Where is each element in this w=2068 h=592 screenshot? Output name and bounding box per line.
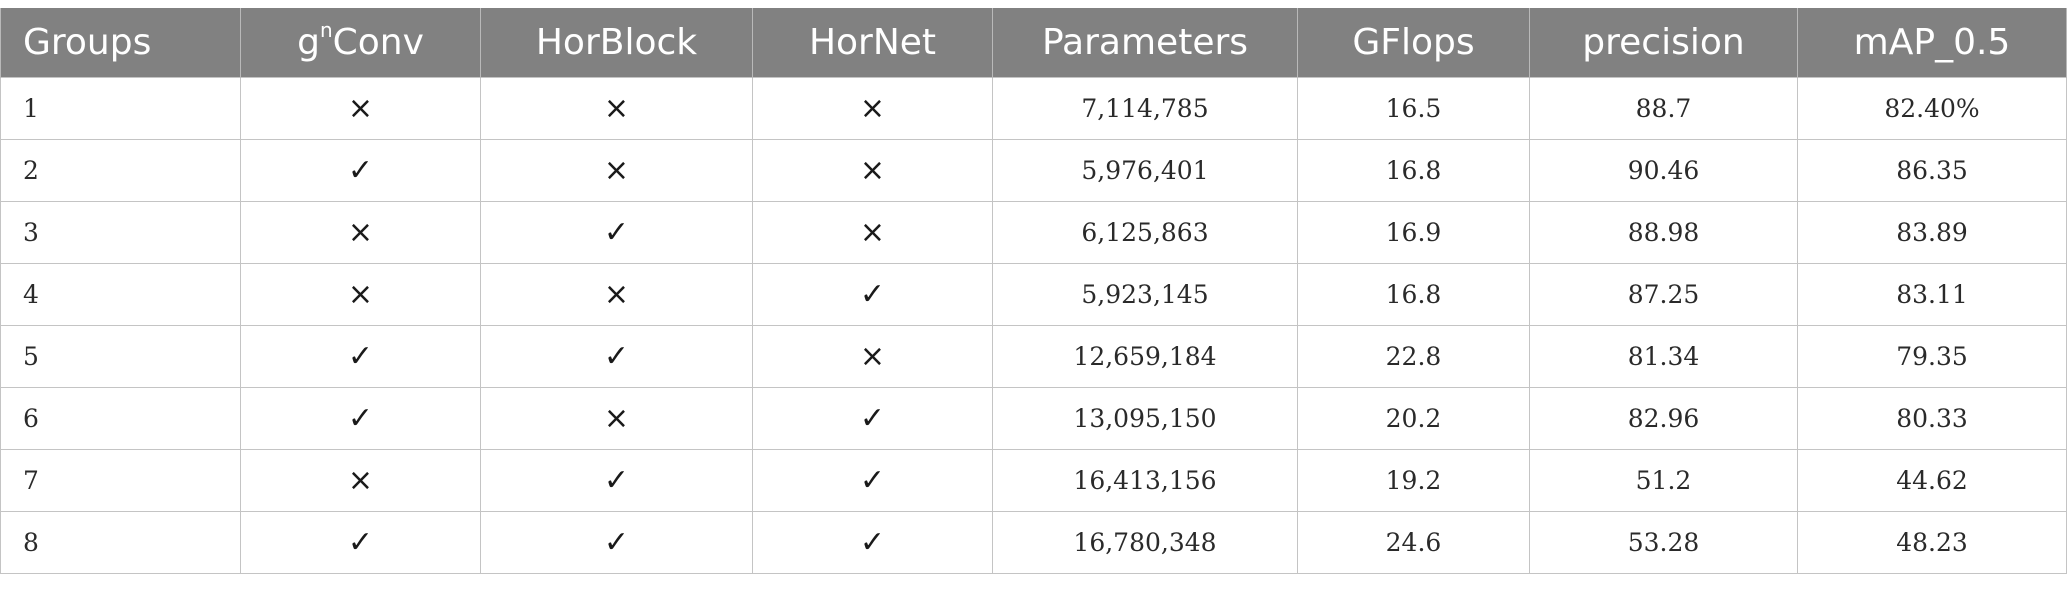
cell-gflops: 24.6	[1298, 512, 1530, 574]
table-row	[1, 78, 2067, 140]
table-row	[1, 202, 2067, 264]
cell-hornet: ×	[753, 140, 993, 202]
cell-gflops: 16.8	[1298, 264, 1530, 326]
table-row	[1, 264, 2067, 326]
cell-horblock: ✓	[481, 450, 753, 512]
cell-group: 8	[1, 512, 241, 574]
cell-gnconv: ×	[241, 202, 481, 264]
cell-precision: 87.25	[1530, 264, 1798, 326]
table-row	[1, 388, 2067, 450]
cell-hornet: ✓	[753, 512, 993, 574]
header-gnconv-n: n	[319, 18, 333, 42]
cell-hornet: ×	[753, 202, 993, 264]
cell-horblock: ×	[481, 388, 753, 450]
header-gnconv	[241, 8, 481, 78]
cell-horblock: ✓	[481, 202, 753, 264]
cell-precision: 88.98	[1530, 202, 1798, 264]
cell-parameters: 12,659,184	[993, 326, 1298, 388]
cell-parameters: 13,095,150	[993, 388, 1298, 450]
cell-gnconv: ✓	[241, 512, 481, 574]
cell-gnconv: ✓	[241, 326, 481, 388]
header-horblock: HorBlock	[481, 8, 753, 78]
cell-parameters: 5,976,401	[993, 140, 1298, 202]
header-gflops: GFlops	[1298, 8, 1530, 78]
cell-group: 6	[1, 388, 241, 450]
cell-hornet: ✓	[753, 264, 993, 326]
cell-gflops: 16.9	[1298, 202, 1530, 264]
cell-hornet: ✓	[753, 388, 993, 450]
cell-precision: 51.2	[1530, 450, 1798, 512]
header-gnconv-conv: Conv	[332, 22, 424, 63]
cell-horblock: ×	[481, 78, 753, 140]
cell-parameters: 16,780,348	[993, 512, 1298, 574]
cell-precision: 82.96	[1530, 388, 1798, 450]
cell-map: 83.11	[1798, 264, 2067, 326]
cell-gnconv: ×	[241, 450, 481, 512]
cell-map: 83.89	[1798, 202, 2067, 264]
cell-gflops: 16.5	[1298, 78, 1530, 140]
cell-group: 5	[1, 326, 241, 388]
cell-hornet: ✓	[753, 450, 993, 512]
table-row	[1, 140, 2067, 202]
cell-group: 7	[1, 450, 241, 512]
table-row	[1, 450, 2067, 512]
cell-gnconv: ×	[241, 78, 481, 140]
header-parameters: Parameters	[993, 8, 1298, 78]
table-header	[1, 8, 2067, 78]
cell-precision: 53.28	[1530, 512, 1798, 574]
table-row	[1, 326, 2067, 388]
cell-gnconv: ✓	[241, 388, 481, 450]
cell-group: 1	[1, 78, 241, 140]
cell-map: 82.40%	[1798, 78, 2067, 140]
cell-map: 80.33	[1798, 388, 2067, 450]
cell-group: 3	[1, 202, 241, 264]
cell-horblock: ×	[481, 140, 753, 202]
header-map: mAP_0.5	[1798, 8, 2067, 78]
cell-gnconv: ×	[241, 264, 481, 326]
cell-horblock: ✓	[481, 512, 753, 574]
cell-parameters: 5,923,145	[993, 264, 1298, 326]
cell-gflops: 22.8	[1298, 326, 1530, 388]
header-row	[1, 8, 2067, 78]
cell-parameters: 16,413,156	[993, 450, 1298, 512]
cell-precision: 88.7	[1530, 78, 1798, 140]
ablation-table	[0, 8, 2067, 574]
cell-parameters: 7,114,785	[993, 78, 1298, 140]
cell-hornet: ×	[753, 326, 993, 388]
cell-parameters: 6,125,863	[993, 202, 1298, 264]
header-hornet: HorNet	[753, 8, 993, 78]
cell-gflops: 19.2	[1298, 450, 1530, 512]
cell-horblock: ✓	[481, 326, 753, 388]
cell-map: 48.23	[1798, 512, 2067, 574]
table-row	[1, 512, 2067, 574]
cell-group: 2	[1, 140, 241, 202]
cell-gflops: 16.8	[1298, 140, 1530, 202]
cell-hornet: ×	[753, 78, 993, 140]
header-groups: Groups	[1, 8, 241, 78]
cell-horblock: ×	[481, 264, 753, 326]
cell-gnconv: ✓	[241, 140, 481, 202]
cell-group: 4	[1, 264, 241, 326]
header-gnconv-g: g	[297, 22, 320, 63]
cell-map: 44.62	[1798, 450, 2067, 512]
cell-precision: 90.46	[1530, 140, 1798, 202]
cell-precision: 81.34	[1530, 326, 1798, 388]
cell-map: 79.35	[1798, 326, 2067, 388]
cell-gflops: 20.2	[1298, 388, 1530, 450]
cell-map: 86.35	[1798, 140, 2067, 202]
table-body	[1, 78, 2067, 574]
header-precision: precision	[1530, 8, 1798, 78]
